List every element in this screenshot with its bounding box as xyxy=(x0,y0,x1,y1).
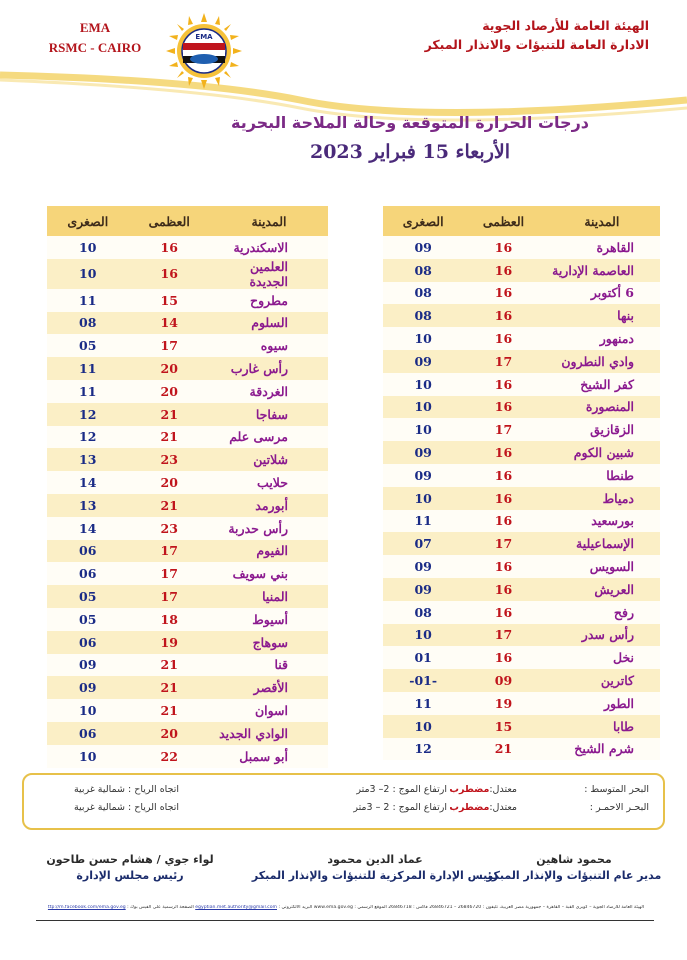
min-temp-cell: 08 xyxy=(383,601,463,624)
city-cell: الأقصر xyxy=(210,676,328,699)
city-cell: طنطا xyxy=(544,464,660,487)
city-cell: سفاجا xyxy=(210,403,328,426)
min-temp-cell: 11 xyxy=(47,357,129,380)
min-temp-cell: -01- xyxy=(383,669,463,692)
city-cell: رأس حدربة xyxy=(210,517,328,540)
table-row xyxy=(47,517,328,540)
city-cell: السلوم xyxy=(210,312,328,335)
table-row xyxy=(383,236,660,259)
table-row xyxy=(383,738,660,761)
min-temp-cell: 10 xyxy=(383,715,463,738)
min-temp-cell: 08 xyxy=(47,312,129,335)
footer-address: الهيئة العامة للأرصاد الجوية – كوبري القبة – القاهرة – جمهورية مصر العربية، تليفون : 26846720 – 26846721 فاكس : 26846718 الموقع الرسمي : www.ema.gov.eg البريد الالكتروني : xyxy=(278,905,645,910)
temperature-table-left xyxy=(47,206,328,768)
max-temp-cell: 19 xyxy=(463,692,543,715)
table-row xyxy=(383,396,660,419)
min-temp-cell: 06 xyxy=(47,722,129,745)
max-temp-cell: 16 xyxy=(463,373,543,396)
sea-state-value: مضطرب xyxy=(449,784,490,795)
table-row xyxy=(47,380,328,403)
city-cell: شرم الشيخ xyxy=(544,738,660,761)
min-temp-cell: 12 xyxy=(47,426,129,449)
city-cell: السويس xyxy=(544,555,660,578)
min-temp-cell: 10 xyxy=(47,745,129,768)
max-temp-cell: 15 xyxy=(463,715,543,738)
max-temp-cell: 16 xyxy=(463,304,543,327)
max-temp-cell: 17 xyxy=(463,624,543,647)
min-temp-cell: 10 xyxy=(383,418,463,441)
table-row xyxy=(47,471,328,494)
wind-direction: اتجاه الرياح : شمالية غربية xyxy=(73,802,179,813)
city-cell: بني سويف xyxy=(210,562,328,585)
max-temp-cell: 21 xyxy=(129,654,210,677)
table-row xyxy=(383,282,660,305)
max-temp-cell: 20 xyxy=(129,471,210,494)
min-temp-cell: 08 xyxy=(383,304,463,327)
table-row xyxy=(47,562,328,585)
signature-name: محمود شاهين xyxy=(536,853,612,866)
max-temp-cell: 20 xyxy=(129,357,210,380)
marine-row-mediterranean xyxy=(24,784,667,802)
table-row xyxy=(47,585,328,608)
sea-state-prefix: معتدل: xyxy=(489,784,517,795)
signature-central-head xyxy=(250,852,500,884)
table-body-left xyxy=(47,236,328,768)
city-cell: العلمين الجديدة xyxy=(210,259,328,289)
sea-name: البحر المتوسط : xyxy=(584,784,649,795)
signature-name: لواء جوي / هشام حسن طاحون xyxy=(46,853,214,866)
table-row xyxy=(383,441,660,464)
max-temp-cell: 16 xyxy=(129,236,210,259)
max-temp-cell: 16 xyxy=(463,646,543,669)
table-row xyxy=(47,403,328,426)
table-row xyxy=(47,631,328,654)
min-temp-cell: 09 xyxy=(383,464,463,487)
city-cell: العريش xyxy=(544,578,660,601)
min-temp-cell: 09 xyxy=(383,350,463,373)
min-temp-cell: 06 xyxy=(47,562,129,585)
max-temp-cell: 17 xyxy=(129,562,210,585)
ema-rsmc-label xyxy=(40,18,150,58)
city-cell: مرسى علم xyxy=(210,426,328,449)
header-min: الصغرى xyxy=(383,206,463,236)
min-temp-cell: 12 xyxy=(47,403,129,426)
max-temp-cell: 21 xyxy=(129,494,210,517)
min-temp-cell: 09 xyxy=(383,555,463,578)
max-temp-cell: 21 xyxy=(463,738,543,761)
table-row xyxy=(47,312,328,335)
city-cell: شبين الكوم xyxy=(544,441,660,464)
city-cell: 6 أكتوبر xyxy=(544,282,660,305)
min-temp-cell: 09 xyxy=(383,441,463,464)
table-row xyxy=(47,699,328,722)
min-temp-cell: 11 xyxy=(383,510,463,533)
min-temp-cell: 07 xyxy=(383,532,463,555)
min-temp-cell: 11 xyxy=(47,289,129,312)
footer-email-link[interactable]: egyptian.met.authority@gmail.com xyxy=(195,905,277,910)
min-temp-cell: 06 xyxy=(47,540,129,563)
min-temp-cell: 14 xyxy=(47,517,129,540)
min-temp-cell: 13 xyxy=(47,494,129,517)
table-row xyxy=(47,259,328,289)
page-date: الأربعاء 15 فبراير 2023 xyxy=(309,141,511,163)
min-temp-cell: 10 xyxy=(383,373,463,396)
table-row xyxy=(47,722,328,745)
max-temp-cell: 17 xyxy=(463,350,543,373)
city-cell: الزقازيق xyxy=(544,418,660,441)
wind-direction: اتجاه الرياح : شمالية غربية xyxy=(73,784,179,795)
city-cell: وادي النطرون xyxy=(544,350,660,373)
table-row xyxy=(383,555,660,578)
ema-text: EMA xyxy=(79,20,111,35)
table-header-row xyxy=(383,206,660,236)
footer-facebook-link[interactable]: ttp://m.facebook.com/ema.gov.eg xyxy=(47,905,126,910)
city-cell: رفح xyxy=(544,601,660,624)
min-temp-cell: 01 xyxy=(383,646,463,669)
table-row xyxy=(47,676,328,699)
max-temp-cell: 22 xyxy=(129,745,210,768)
max-temp-cell: 20 xyxy=(129,722,210,745)
sea-state xyxy=(449,802,517,813)
max-temp-cell: 18 xyxy=(129,608,210,631)
max-temp-cell: 17 xyxy=(463,532,543,555)
table-row xyxy=(383,646,660,669)
max-temp-cell: 23 xyxy=(129,448,210,471)
table-row xyxy=(47,448,328,471)
signature-board-chairman xyxy=(40,852,220,884)
min-temp-cell: 06 xyxy=(47,631,129,654)
max-temp-cell: 16 xyxy=(463,396,543,419)
city-cell: القاهرة xyxy=(544,236,660,259)
sea-name: البحـر الاحمـر : xyxy=(589,802,649,813)
max-temp-cell: 21 xyxy=(129,676,210,699)
marine-row-red-sea xyxy=(24,802,667,820)
header-min: الصغرى xyxy=(47,206,129,236)
max-temp-cell: 09 xyxy=(463,669,543,692)
signature-forecast-director xyxy=(479,852,669,884)
min-temp-cell: 05 xyxy=(47,608,129,631)
table-row xyxy=(383,715,660,738)
min-temp-cell: 14 xyxy=(47,471,129,494)
table-row xyxy=(47,745,328,768)
table-row xyxy=(47,334,328,357)
footer-divider xyxy=(36,920,654,921)
table-row xyxy=(383,350,660,373)
table-row xyxy=(383,327,660,350)
min-temp-cell: 11 xyxy=(383,692,463,715)
city-cell: المنيا xyxy=(210,585,328,608)
table-row xyxy=(383,418,660,441)
max-temp-cell: 16 xyxy=(463,441,543,464)
min-temp-cell: 08 xyxy=(383,259,463,282)
max-temp-cell: 16 xyxy=(463,464,543,487)
city-cell: الاسكندرية xyxy=(210,236,328,259)
min-temp-cell: 10 xyxy=(383,624,463,647)
signature-name: عماد الدين محمود xyxy=(327,853,423,866)
table-row xyxy=(47,236,328,259)
city-cell: كاترين xyxy=(544,669,660,692)
city-cell: أبو سمبل xyxy=(210,745,328,768)
city-cell: أبورمد xyxy=(210,494,328,517)
signature-role: مدير عام التنبؤات والإنذار المبكر xyxy=(486,869,662,882)
footer-facebook-label: الصفحة الرسمية على الفيس بوك : xyxy=(127,905,194,910)
max-temp-cell: 17 xyxy=(129,540,210,563)
ema-logo-icon xyxy=(165,12,243,90)
table-row xyxy=(47,494,328,517)
table-body-right xyxy=(383,236,660,760)
max-temp-cell: 16 xyxy=(463,578,543,601)
city-cell: الوادي الجديد xyxy=(210,722,328,745)
city-cell: شلاتين xyxy=(210,448,328,471)
max-temp-cell: 16 xyxy=(463,327,543,350)
table-row xyxy=(383,624,660,647)
header-city: المدينة xyxy=(544,206,660,236)
table-row xyxy=(47,608,328,631)
city-cell: مطروح xyxy=(210,289,328,312)
city-cell: الإسماعيلية xyxy=(544,532,660,555)
logo-text: EMA xyxy=(195,33,213,41)
max-temp-cell: 16 xyxy=(463,555,543,578)
table-row xyxy=(47,654,328,677)
min-temp-cell: 05 xyxy=(47,334,129,357)
min-temp-cell: 10 xyxy=(47,259,129,289)
city-cell: الغردقة xyxy=(210,380,328,403)
rsmc-cairo-text: RSMC - CAIRO xyxy=(48,40,142,55)
min-temp-cell: 09 xyxy=(47,654,129,677)
sea-state-value: مضطرب xyxy=(449,802,490,813)
min-temp-cell: 09 xyxy=(383,236,463,259)
min-temp-cell: 11 xyxy=(47,380,129,403)
city-cell: الطور xyxy=(544,692,660,715)
table-header-row xyxy=(47,206,328,236)
org-line-1: الهيئة العامة للأرصاد الجوية xyxy=(482,18,649,33)
min-temp-cell: 10 xyxy=(383,487,463,510)
max-temp-cell: 17 xyxy=(129,585,210,608)
max-temp-cell: 16 xyxy=(463,236,543,259)
table-row xyxy=(383,304,660,327)
table-row xyxy=(383,464,660,487)
table-row xyxy=(47,426,328,449)
table-row xyxy=(383,510,660,533)
city-cell: العاصمة الإدارية xyxy=(544,259,660,282)
city-cell: طابا xyxy=(544,715,660,738)
wave-height: ارتفاع الموج : 2– 3متر xyxy=(356,784,447,795)
organization-name xyxy=(389,16,649,54)
max-temp-cell: 15 xyxy=(129,289,210,312)
page-title: درجات الحرارة المتوقعة وحالة الملاحة البحرية xyxy=(230,113,589,132)
min-temp-cell: 08 xyxy=(383,282,463,305)
city-cell: سيوه xyxy=(210,334,328,357)
max-temp-cell: 16 xyxy=(463,601,543,624)
max-temp-cell: 21 xyxy=(129,403,210,426)
max-temp-cell: 20 xyxy=(129,380,210,403)
max-temp-cell: 23 xyxy=(129,517,210,540)
city-cell: بنها xyxy=(544,304,660,327)
max-temp-cell: 17 xyxy=(463,418,543,441)
city-cell: كفر الشيخ xyxy=(544,373,660,396)
city-cell: قنا xyxy=(210,654,328,677)
city-cell: اسوان xyxy=(210,699,328,722)
table-row xyxy=(383,532,660,555)
city-cell: بورسعيد xyxy=(544,510,660,533)
sea-state xyxy=(449,784,517,795)
max-temp-cell: 16 xyxy=(463,259,543,282)
min-temp-cell: 12 xyxy=(383,738,463,761)
table-row xyxy=(47,540,328,563)
signature-role: رئيس مجلس الإدارة xyxy=(76,869,184,882)
signature-role: رئيس الإدارة المركزية للتنبؤات والإنذار المبكر xyxy=(251,869,499,882)
sea-state-prefix: معتدل: xyxy=(489,802,517,813)
min-temp-cell: 10 xyxy=(47,699,129,722)
min-temp-cell: 05 xyxy=(47,585,129,608)
temperature-table-right xyxy=(383,206,660,760)
header-max: العظمى xyxy=(463,206,543,236)
header-city: المدينة xyxy=(210,206,328,236)
city-cell: دمياط xyxy=(544,487,660,510)
max-temp-cell: 16 xyxy=(463,510,543,533)
table-row xyxy=(383,487,660,510)
table-row xyxy=(383,373,660,396)
header-max: العظمى xyxy=(129,206,210,236)
city-cell: أسيوط xyxy=(210,608,328,631)
wave-height: ارتفاع الموج : 2 – 3متر xyxy=(353,802,447,813)
min-temp-cell: 10 xyxy=(383,396,463,419)
min-temp-cell: 10 xyxy=(47,236,129,259)
table-row xyxy=(47,357,328,380)
min-temp-cell: 09 xyxy=(383,578,463,601)
max-temp-cell: 21 xyxy=(129,699,210,722)
city-cell: دمنهور xyxy=(544,327,660,350)
min-temp-cell: 09 xyxy=(47,676,129,699)
min-temp-cell: 10 xyxy=(383,327,463,350)
table-row xyxy=(383,669,660,692)
city-cell: نخل xyxy=(544,646,660,669)
max-temp-cell: 16 xyxy=(463,487,543,510)
table-row xyxy=(383,578,660,601)
footer-contact xyxy=(36,905,656,919)
max-temp-cell: 17 xyxy=(129,334,210,357)
org-line-2: الادارة العامة للتنبؤات والانذار المبكر xyxy=(424,37,649,52)
max-temp-cell: 14 xyxy=(129,312,210,335)
table-row xyxy=(383,692,660,715)
marine-conditions-box xyxy=(22,773,665,830)
city-cell: رأس سدر xyxy=(544,624,660,647)
max-temp-cell: 16 xyxy=(463,282,543,305)
max-temp-cell: 21 xyxy=(129,426,210,449)
max-temp-cell: 16 xyxy=(129,259,210,289)
city-cell: رأس غارب xyxy=(210,357,328,380)
city-cell: سوهاج xyxy=(210,631,328,654)
city-cell: الفيوم xyxy=(210,540,328,563)
city-cell: حلايب xyxy=(210,471,328,494)
city-cell: المنصورة xyxy=(544,396,660,419)
table-row xyxy=(383,601,660,624)
min-temp-cell: 13 xyxy=(47,448,129,471)
max-temp-cell: 19 xyxy=(129,631,210,654)
table-row xyxy=(47,289,328,312)
table-row xyxy=(383,259,660,282)
